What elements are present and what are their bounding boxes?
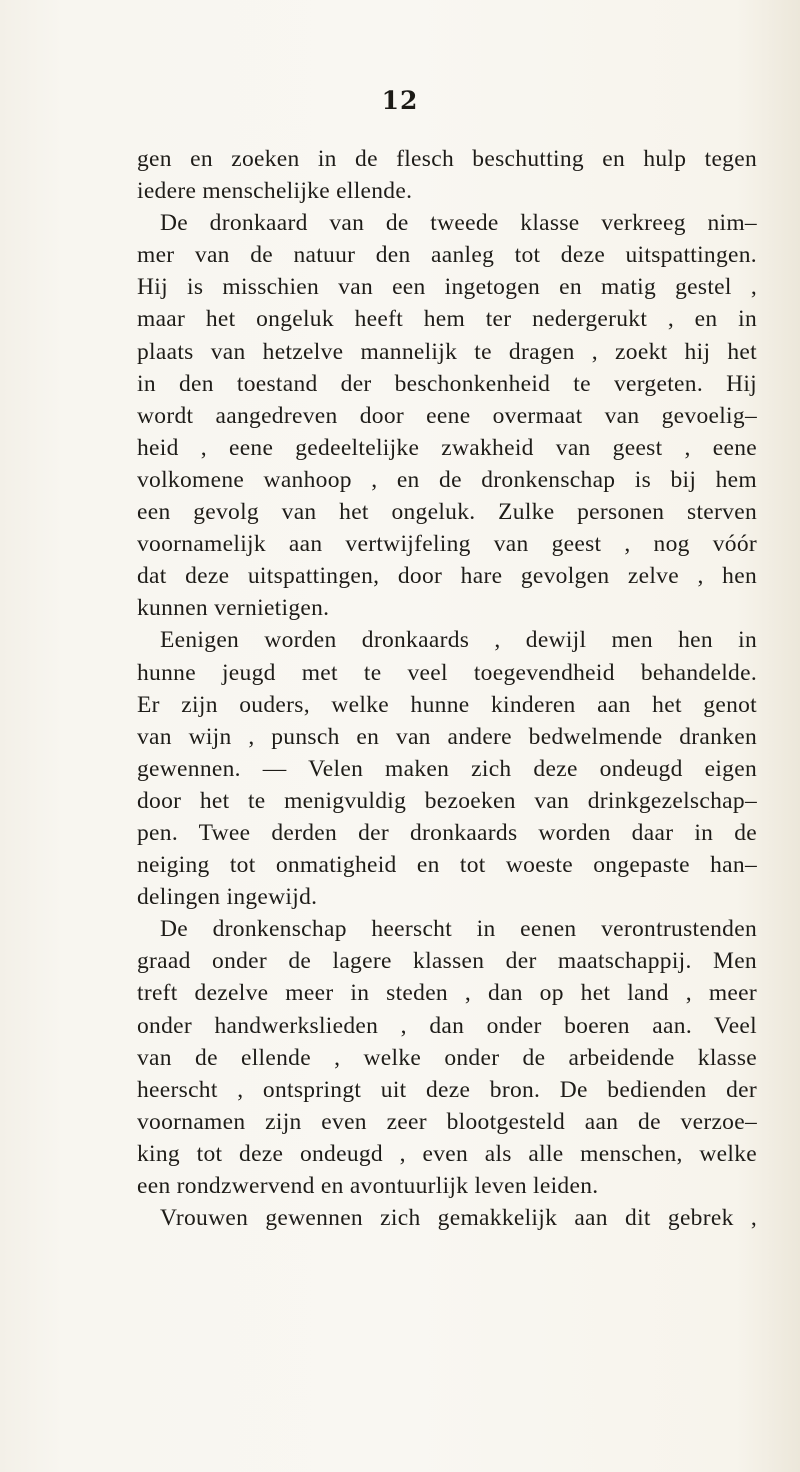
text-line: king tot deze ondeugd , even als alle menschen, welke	[137, 1140, 757, 1167]
page-number: 12	[381, 86, 419, 115]
text-line: graad onder de lagere klassen der maatschappij. Men	[137, 948, 757, 975]
text-line: door het te menigvuldig bezoeken van drinkgezelschap–	[137, 787, 757, 814]
text-line: hunne jeugd met te veel toegevendheid behandelde.	[137, 659, 757, 686]
text-line: wordt aangedreven door eene overmaat van gevoelig–	[137, 402, 757, 429]
text-line: treft dezelve meer in steden , dan op het land , meer	[137, 980, 757, 1007]
text-line: gewennen. — Velen maken zich deze ondeugd eigen	[137, 755, 757, 782]
text-line: De dronkaard van de tweede klasse verkreeg nim–	[160, 210, 757, 237]
text-line: heerscht , ontspringt uit deze bron. De bedienden der	[137, 1076, 757, 1103]
text-line: onder handwerkslieden , dan onder boeren aan. Veel	[137, 1012, 757, 1039]
text-line: Eenigen worden dronkaards , dewijl men hen in	[160, 627, 757, 654]
text-line: pen. Twee derden der dronkaards worden daar in de	[137, 819, 757, 846]
text-line: dat deze uitspattingen, door hare gevolgen zelve , hen	[137, 563, 757, 590]
body-text	[137, 143, 757, 1234]
text-line: neiging tot onmatigheid en tot woeste ongepaste han–	[137, 852, 757, 879]
text-line: voornamen zijn even zeer blootgesteld aan de verzoe–	[137, 1108, 757, 1135]
text-line: in den toestand der beschonkenheid te vergeten. Hij	[137, 370, 757, 397]
text-line: volkomene wanhoop , en de dronkenschap is bij hem	[137, 466, 757, 493]
text-line: voornamelijk aan vertwijfeling van geest , nog vóór	[137, 531, 757, 558]
text-line: De dronkenschap heerscht in eenen verontrustenden	[160, 916, 757, 943]
text-line: plaats van hetzelve mannelijk te dragen , zoekt hij het	[137, 338, 757, 365]
text-line: mer van de natuur den aanleg tot deze uitspattingen.	[137, 242, 757, 269]
text-line: van wijn , punsch en van andere bedwelmende dranken	[137, 723, 757, 750]
text-line: Er zijn ouders, welke hunne kinderen aan het genot	[137, 691, 757, 718]
text-line: maar het ongeluk heeft hem ter nedergerukt , en in	[137, 306, 757, 333]
text-line: een rondzwervend en avontuurlijk leven leiden.	[137, 1173, 599, 1199]
text-line: Vrouwen gewennen zich gemakkelijk aan dit gebrek ,	[160, 1205, 757, 1232]
text-line: Hij is misschien van een ingetogen en matig gestel ,	[137, 274, 757, 301]
text-line: van de ellende , welke onder de arbeidende klasse	[137, 1044, 757, 1071]
text-line: heid , eene gedeeltelijke zwakheid van geest , eene	[137, 434, 757, 461]
text-line: een gevolg van het ongeluk. Zulke personen sterven	[137, 499, 757, 526]
text-line: delingen ingewijd.	[137, 884, 318, 911]
text-line: gen en zoeken in de flesch beschutting en hulp tegen	[137, 146, 757, 172]
text-line: iedere menschelijke ellende.	[137, 178, 413, 205]
text-line: kunnen vernietigen.	[137, 595, 330, 622]
